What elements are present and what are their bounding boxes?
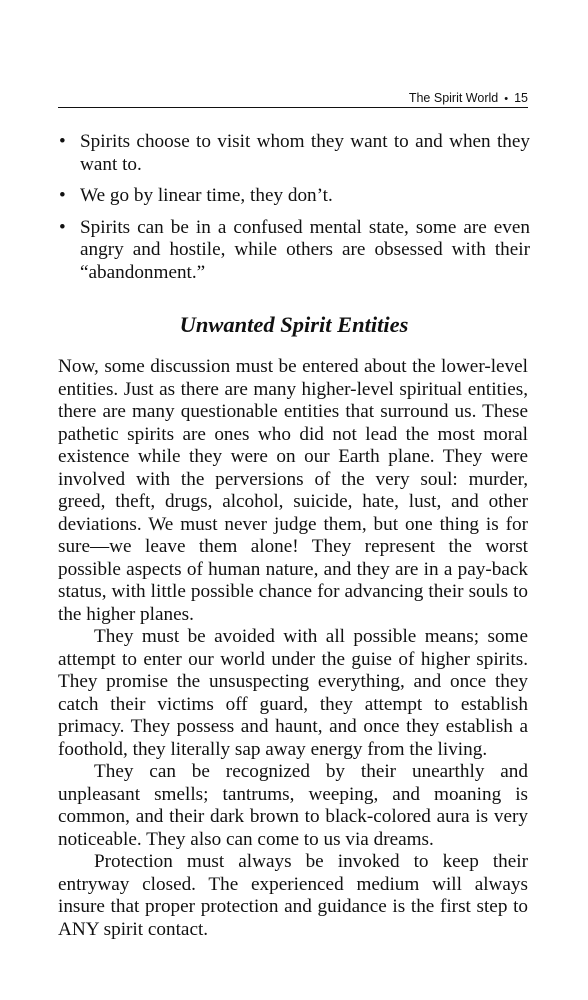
section-heading: Unwanted Spirit Entities — [179, 312, 409, 337]
bullet-dot-icon: • — [59, 185, 66, 206]
bullet-list — [58, 131, 530, 293]
bullet-dot-icon: • — [59, 216, 66, 238]
paragraph: Now, some discussion must be entered about the lower-level entities. Just as there are many higher-level spiritual entities, there are many questionable entities that surround us. These pathetic spirits are ones who did not lead the most moral existence while they were on our Earth plane. They were involved with the perversions of the very soul: murder, greed, theft, drugs, alcohol, suicide, hate, lust, and other deviations. We must never judge them, but one thing is for sure—we leave them alone! They represent the worst possible aspects of human nature, and they are in a pay-back status, with little possible chance for advancing their souls to the higher planes. — [58, 356, 528, 625]
page-number: 15 — [514, 91, 528, 105]
running-head — [58, 89, 528, 108]
paragraph: They can be recognized by their unearthly and unpleasant smells; tantrums, weeping, and moaning is common, and their dark brown to black-colored aura is very noticeable. They also can come to us via dreams. — [58, 761, 528, 850]
bullet-item — [58, 217, 530, 285]
bullet-item — [58, 185, 530, 208]
bullet-text: Spirits can be in a confused mental state, some are even angry and hostile, while others are obsessed with their “abandonment.” — [80, 216, 530, 283]
running-head-title: The Spirit World — [408, 91, 499, 105]
body-text — [58, 356, 528, 941]
paragraph: They must be avoided with all possible means; some attempt to enter our world under the guise of higher spirits. They promise the unsuspecting everything, and once they catch their victims off guard, they attempt to establish primacy. They possess and haunt, and once they establish a foothold, they literally sap away energy from the living. — [58, 626, 528, 760]
bullet-text: Spirits choose to visit whom they want to and when they want to. — [80, 131, 530, 175]
bullet-text: We go by linear time, they don’t. — [80, 185, 333, 206]
running-head-separator: • — [504, 93, 509, 105]
bullet-dot-icon: • — [59, 131, 66, 152]
paragraph: Protection must always be invoked to keep their entryway closed. The experienced medium will always insure that proper protection and guidance is the first step to ANY spirit contact. — [58, 851, 528, 940]
bullet-item — [58, 131, 530, 176]
